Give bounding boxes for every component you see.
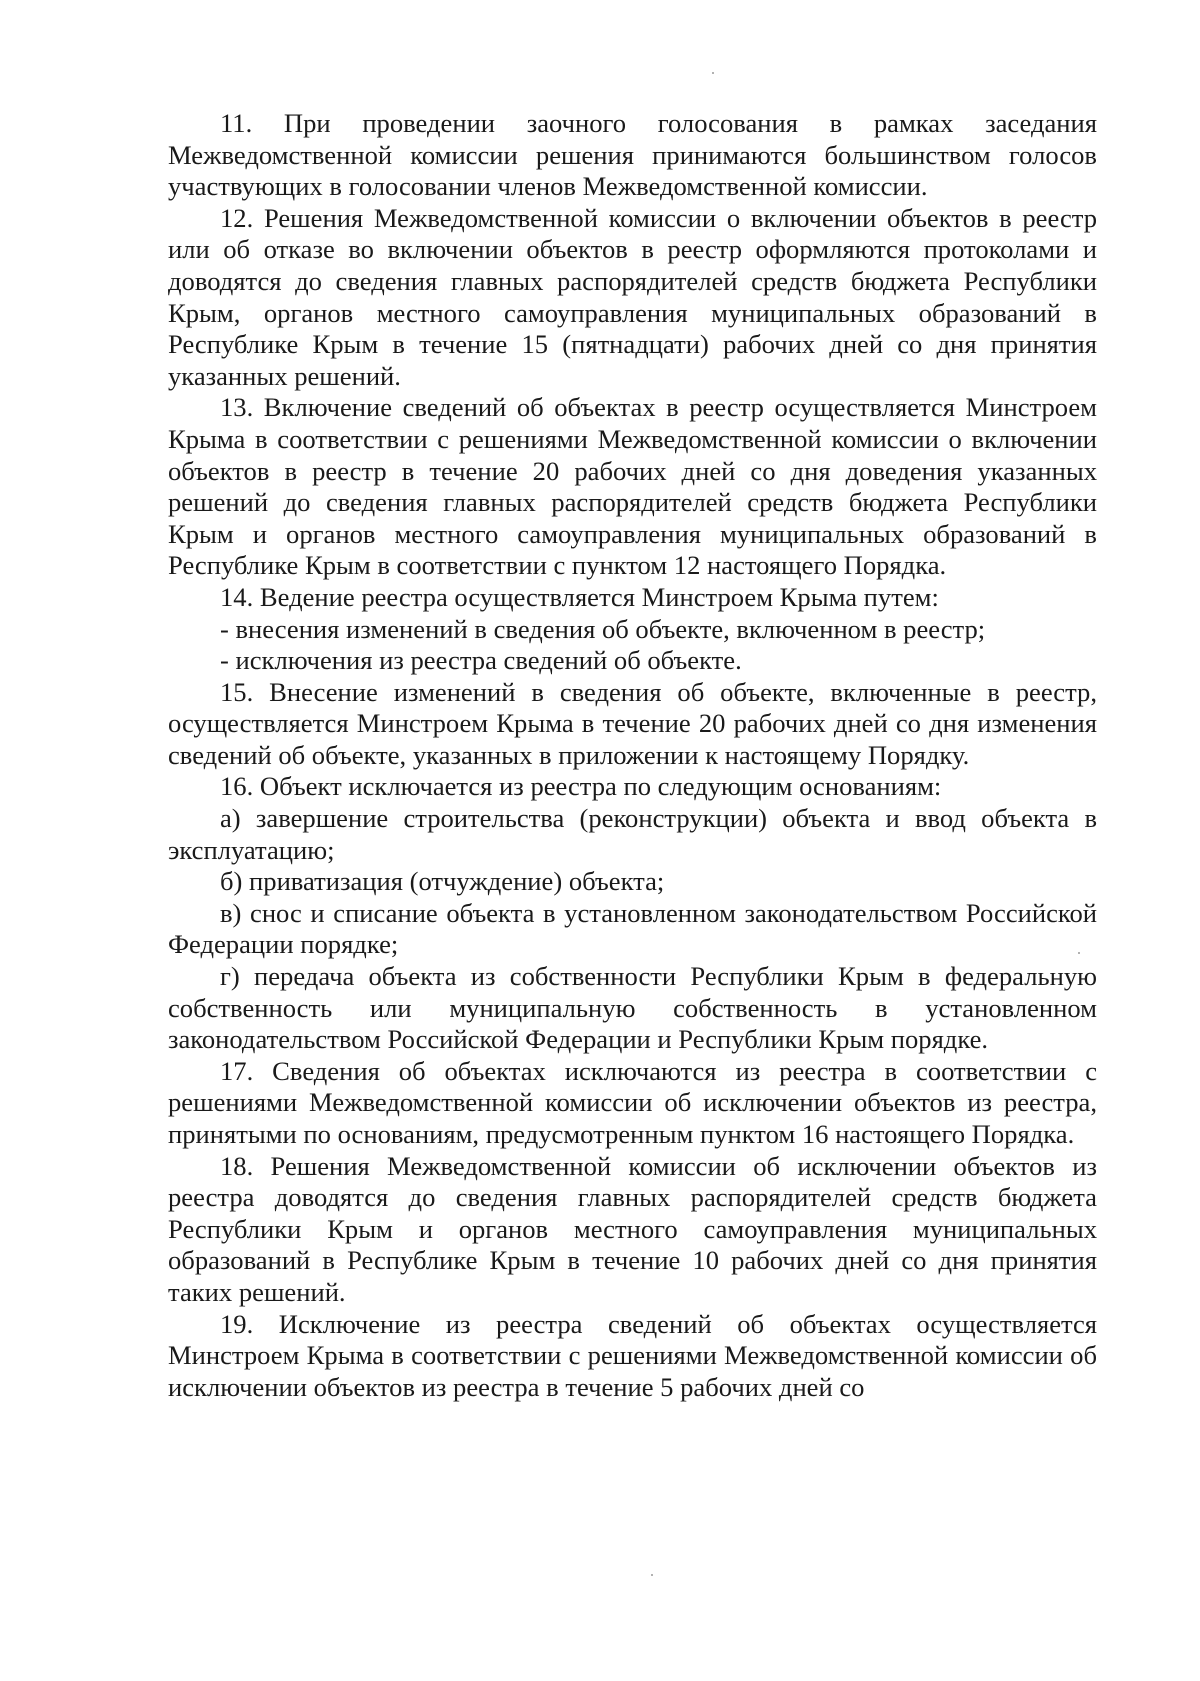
- list-item: - исключения из реестра сведений об объекте.: [220, 645, 742, 676]
- paragraph-11: 11. При проведении заочного голосования в рамках заседания Межведомственной комиссии решения принимаются большинством голосов участвующих в голосовании членов Межведомственной комиссии.: [168, 108, 1097, 202]
- list-item: - внесения изменений в сведения об объекте, включенном в реестр;: [220, 613, 986, 644]
- paragraph-19: 19. Исключение из реестра сведений об объектах осуществляется Минстроем Крыма в соответствии с решениями Межведомственной комиссии об исключении объектов из реестра в течение 5 рабочих дней со: [168, 1308, 1097, 1402]
- paragraph-16: 16. Объект исключается из реестра по следующим основаниям:: [220, 771, 942, 802]
- paragraph-12: 12. Решения Межведомственной комиссии о включении объектов в реестр или об отказе во включении объектов в реестр оформляются протоколами и доводятся до сведения главных распорядителей средств бюджета Республики Крым, органов местного самоуправления муниципальных образований в Республике Крым в течение 15 (пятнадцати) рабочих дней со дня принятия указанных решений.: [168, 202, 1097, 391]
- document-body: [168, 108, 1097, 1403]
- scan-speck: [651, 1574, 653, 1576]
- list-item: а) завершение строительства (реконструкции) объекта и ввод объекта в эксплуатацию;: [168, 803, 1097, 865]
- paragraph-14: 14. Ведение реестра осуществляется Минстроем Крыма путем:: [220, 581, 939, 612]
- list-item: б) приватизация (отчуждение) объекта;: [220, 866, 665, 897]
- paragraph-13: 13. Включение сведений об объектах в реестр осуществляется Минстроем Крыма в соответствии с решениями Межведомственной комиссии о включении объектов в реестр в течение 20 рабочих дней со дня доведения указанных решений до сведения главных распорядителей средств бюджета Республики Крым и органов местного самоуправления муниципальных образований в Республике Крым в соответствии с пунктом 12 настоящего Порядка.: [168, 392, 1097, 581]
- scan-speck: [712, 72, 714, 74]
- list-item: в) снос и списание объекта в установленном законодательством Российской Федерации порядке;: [168, 897, 1097, 960]
- paragraph-18: 18. Решения Межведомственной комиссии об исключении объектов из реестра доводятся до сведения главных распорядителей средств бюджета Республики Крым и органов местного самоуправления муниципальных образований в Республике Крым в течение 10 рабочих дней со дня принятия таких решений.: [168, 1150, 1097, 1307]
- list-item: г) передача объекта из собственности Республики Крым в федеральную собственность или муниципальную собственность в установленном законодательством Российской Федерации и Республики Крым порядке.: [168, 961, 1097, 1055]
- paragraph-17: 17. Сведения об объектах исключаются из реестра в соответствии с решениями Межведомственной комиссии об исключении объектов из реестра, принятыми по основаниям, предусмотренным пунктом 16 настоящего Порядка.: [168, 1055, 1097, 1149]
- paragraph-15: 15. Внесение изменений в сведения об объекте, включенные в реестр, осуществляется Минстроем Крыма в течение 20 рабочих дней со дня изменения сведений об объекте, указанных в приложении к настоящему Порядку.: [168, 676, 1097, 770]
